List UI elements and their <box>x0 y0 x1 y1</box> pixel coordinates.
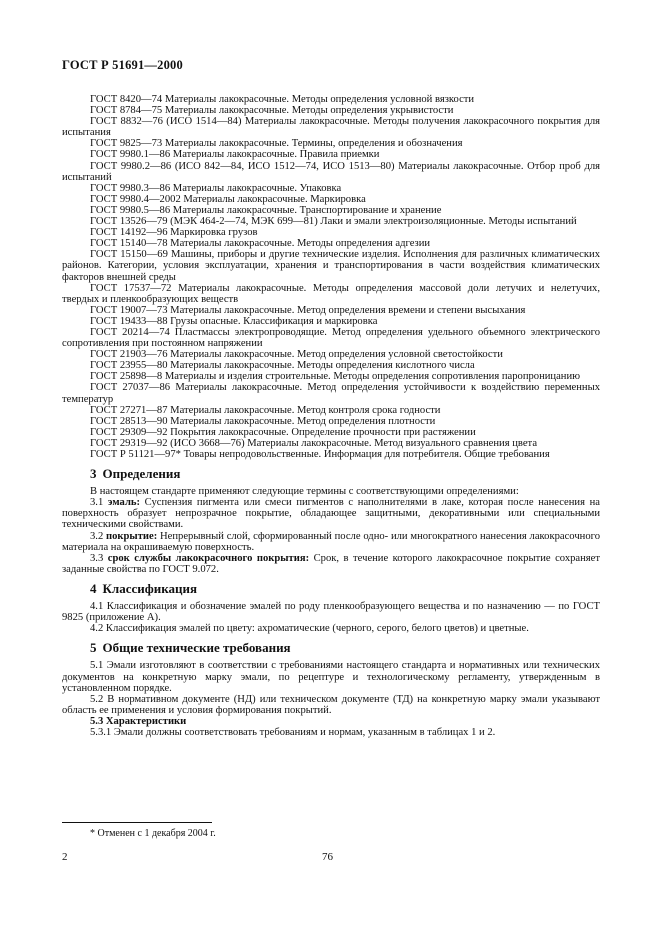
reference-item: ГОСТ 28513—90 Материалы лакокрасочные. Метод определения плотности <box>90 415 436 427</box>
reference-item: ГОСТ 9980.5—86 Материалы лакокрасочные. Транспортирование и хранение <box>90 204 442 216</box>
definition-3-2 <box>62 531 600 553</box>
section-number: 4 <box>90 580 97 596</box>
definition-text: Непрерывный слой, сформированный после одно- или многократного нанесения лакокрасочного материала на окрашиваемую поверхность. <box>62 530 600 553</box>
clause-4-2: 4.2 Классификация эмалей по цвету: ахроматические (черного, серого, белого цветов) и цветные. <box>90 623 529 635</box>
reference-item: ГОСТ 13526—79 (МЭК 464-2—74, МЭК 699—81) Лаки и эмали электроизоляционные. Методы испытаний <box>90 216 577 228</box>
section-3-intro: В настоящем стандарте применяют следующие термины с соответствующими определениями: <box>90 486 519 498</box>
term: эмаль: <box>107 497 141 509</box>
reference-item: ГОСТ 15140—78 Материалы лакокрасочные. Методы определения адгезии <box>90 238 431 250</box>
page-body <box>62 94 600 738</box>
reference-item: ГОСТ 15150—69 Машины, приборы и другие технические изделия. Исполнения для различных климатических районов. Категории, условия эксплуатации, хранения и транспортирования в части воздействия климатических факторов внешней среды <box>62 249 600 283</box>
definition-text: Суспензия пигмента или смеси пигментов с наполнителями в лаке, которая после нанесения на поверхность образует непрозрачное покрытие, обладающее защитными, декоративными или специальными техническими свойствами. <box>62 497 600 531</box>
reference-item: ГОСТ 25898—8 Материалы и изделия строительные. Методы определения сопротивления паропроницанию <box>90 371 581 383</box>
clause-5-3-1: 5.3.1 Эмали должны соответствовать требованиям и нормам, указанным в таблицах 1 и 2. <box>90 726 496 738</box>
section-4-heading <box>90 580 600 596</box>
term: покрытие: <box>106 530 158 542</box>
term: срок службы лакокрасочного покрытия: <box>107 552 310 564</box>
reference-item: ГОСТ 19007—73 Материалы лакокрасочные. Метод определения времени и степени высыхания <box>90 304 526 316</box>
reference-item: ГОСТ 8784—75 Материалы лакокрасочные. Методы определения укрывистости <box>90 105 454 117</box>
reference-item: ГОСТ 8832—76 (ИСО 1514—84) Материалы лакокрасочные. Методы получения лакокрасочного покрытия для испытания <box>62 116 600 139</box>
reference-item: ГОСТ 14192—96 Маркировка грузов <box>90 227 258 239</box>
section-number: 5 <box>90 640 97 656</box>
reference-item: ГОСТ 20214—74 Пластмассы электропроводящие. Метод определения удельного объемного электрического сопротивления при постоянном напряжении <box>62 326 600 350</box>
page-number-collection: 76 <box>322 851 333 863</box>
footnote-divider <box>62 822 212 823</box>
reference-item: ГОСТ 29319—92 (ИСО 3668—76) Материалы лакокрасочные. Метод визуального сравнения цвета <box>90 437 538 449</box>
reference-item: ГОСТ 23955—80 Материалы лакокрасочные. Методы определения кислотного числа <box>90 360 475 372</box>
document-header: ГОСТ Р 51691—2000 <box>62 58 183 72</box>
section-title: Общие технические требования <box>102 640 291 656</box>
clause-5-1: 5.1 Эмали изготовляют в соответствии с требованиями настоящего стандарта и нормативных или технических документов на конкретную марку эмали, по рецептуре и технологическому регламенту, утвержденным в установленном порядке. <box>62 660 600 694</box>
reference-item: ГОСТ 19433—88 Грузы опасные. Классификация и маркировка <box>90 315 378 327</box>
subsection-5-3-heading: 5.3 Характеристики <box>90 715 187 727</box>
definition-3-3 <box>62 553 600 575</box>
reference-item: ГОСТ 27271—87 Материалы лакокрасочные. Метод контроля срока годности <box>90 404 441 416</box>
reference-item: ГОСТ 9980.4—2002 Материалы лакокрасочные. Маркировка <box>90 193 366 205</box>
footnote: * Отменен с 1 декабря 2004 г. <box>90 828 216 839</box>
clause-number: 3.3 <box>90 552 104 564</box>
reference-item: ГОСТ 27037—86 Материалы лакокрасочные. Метод определения устойчивости к воздействию переменных температур <box>62 382 600 405</box>
clause-number: 3.1 <box>90 497 104 509</box>
section-title: Классификация <box>102 580 198 596</box>
page-number-standard: 2 <box>62 851 68 863</box>
definition-3-1 <box>62 497 600 530</box>
normative-references-list <box>62 94 600 460</box>
clause-5-2: 5.2 В нормативном документе (НД) или техническом документе (ТД) на конкретную марку эмали указывают область ее применения и условия формирования покрытий. <box>62 693 600 716</box>
reference-item: ГОСТ 29309—92 Покрытия лакокрасочные. Определение прочности при растяжении <box>90 426 476 438</box>
reference-item: ГОСТ 9825—73 Материалы лакокрасочные. Термины, определения и обозначения <box>90 138 463 150</box>
section-5-heading <box>90 640 600 656</box>
clause-number: 3.2 <box>90 530 104 542</box>
reference-item: ГОСТ 21903—76 Материалы лакокрасочные. Метод определения условной светостойкости <box>90 349 503 361</box>
section-number: 3 <box>90 466 97 482</box>
section-title: Определения <box>102 466 181 482</box>
definition-text: Срок, в течение которого лакокрасочное покрытие сохраняет заданные свойства по ГОСТ 9.072. <box>62 552 600 575</box>
reference-item: ГОСТ 17537—72 Материалы лакокрасочные. Методы определения массовой доли летучих и нелетучих, твердых и пленкообразующих веществ <box>62 282 600 305</box>
reference-item: ГОСТ 9980.3—86 Материалы лакокрасочные. Упаковка <box>90 182 342 194</box>
section-3-heading <box>90 466 600 482</box>
reference-item: ГОСТ 8420—74 Материалы лакокрасочные. Методы определения условной вязкости <box>90 94 475 105</box>
reference-item: ГОСТ 9980.2—86 (ИСО 842—84, ИСО 1512—74, ИСО 1513—80) Материалы лакокрасочные. Отбор проб для испытаний <box>62 160 600 183</box>
reference-item: ГОСТ 9980.1—86 Материалы лакокрасочные. Правила приемки <box>90 149 380 161</box>
clause-4-1: 4.1 Классификация и обозначение эмалей по роду пленкообразующего вещества и по назначению — по ГОСТ 9825 (приложение А). <box>62 601 600 624</box>
reference-item: ГОСТ Р 51121—97* Товары непродовольственные. Информация для потребителя. Общие требования <box>90 449 550 460</box>
